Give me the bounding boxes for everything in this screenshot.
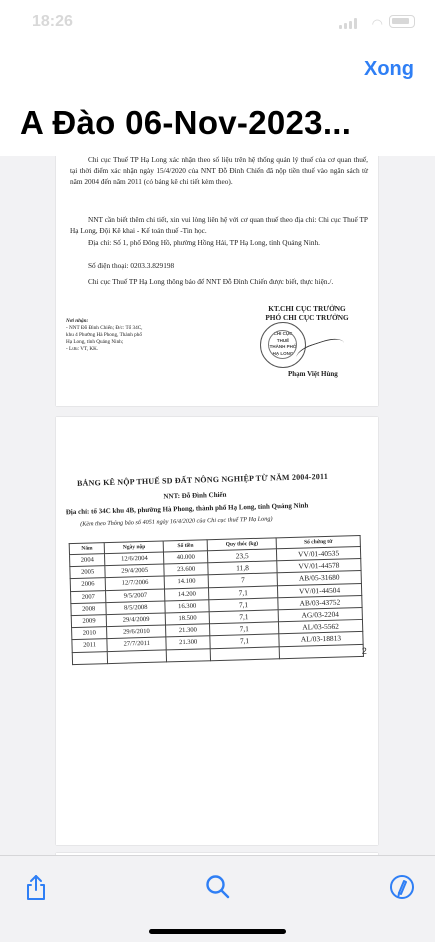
cellular-signal-icon	[339, 18, 357, 29]
table-cell: 2009	[71, 615, 107, 628]
table-cell: 14.200	[165, 587, 209, 600]
recipients-line: - Lưu: VT, KK.	[66, 346, 99, 352]
search-icon[interactable]	[203, 872, 233, 902]
sign-title-2: PHÓ CHI CỤC TRƯỞNG	[265, 313, 349, 322]
stamp-text: CHI CỤC	[273, 331, 293, 336]
table-cell: 23.600	[164, 563, 208, 576]
recipients-line: - NNT Đỗ Đình Chiến; Đ/c: Tổ 34C,	[66, 325, 143, 331]
table-cell: 12/7/2006	[105, 576, 164, 590]
table-header: Số chứng từ	[276, 535, 360, 548]
table-cell: 2005	[70, 566, 106, 579]
stamp-text: THÀNH PHỐ	[269, 344, 297, 349]
table-cell: 8/5/2008	[106, 601, 165, 615]
table-cell: 29/4/2005	[105, 564, 164, 578]
battery-icon	[389, 15, 415, 28]
table-cell: 7,1	[209, 610, 278, 624]
table-cell: 16.300	[165, 599, 209, 612]
table-cell: 11,8	[208, 561, 277, 575]
markup-icon[interactable]	[387, 872, 417, 902]
table-cell: 21.300	[166, 636, 210, 649]
wifi-icon: ◠	[371, 16, 383, 31]
table-cell: 40.000	[164, 551, 208, 564]
table-cell: 2011	[72, 639, 108, 652]
table-cell: 7	[208, 573, 277, 587]
recipients-line: Hạ Long, tỉnh Quảng Ninh;	[66, 339, 124, 345]
table-cell: 7,1	[209, 585, 278, 599]
table-cell: 2010	[72, 627, 108, 640]
table-header: Năm	[69, 543, 105, 555]
document-page-2	[56, 417, 378, 845]
navigation-bar	[0, 44, 435, 156]
table-cell: 7,1	[209, 598, 278, 612]
tax-payment-table	[69, 535, 364, 665]
handwritten-mark: 2	[361, 645, 367, 656]
bottom-toolbar	[0, 855, 435, 942]
table-cell: 14.100	[164, 575, 208, 588]
document-title: A Đào 06-Nov-2023...	[20, 104, 352, 141]
page1-paragraph-1: Chi cục Thuế TP Hạ Long xác nhận theo số liệu trên hệ thống quản lý thuế của cơ quan thuế, tại thời điểm xác nhận ngày 15/4/2020 của NNT Đỗ Đình Chiến đã nộp tiền thuế vào ngân sách từ năm 2004 đến năm 2011 (có bảng kê chi tiết kèm theo).	[70, 156, 368, 187]
table-header: Quy thóc (kg)	[207, 538, 276, 551]
table-header: Số tiền	[163, 540, 207, 552]
table-cell: VV/01-44504	[277, 583, 361, 598]
page1-paragraph-3: Địa chỉ: Số 1, phố Đông Hồ, phường Hồng Hải, TP Hạ Long, tỉnh Quảng Ninh.	[88, 238, 320, 247]
page2-address: Địa chỉ: tổ 34C khu 4B, phường Hà Phong, thành phố Hạ Long, tỉnh Quảng Ninh	[65, 501, 309, 517]
page1-paragraph-4: Số điện thoại: 0203.3.829198	[88, 261, 175, 270]
table-cell: AB/03-43752	[278, 595, 362, 610]
page2-note: (Kèm theo Thông báo số 4051 ngày 16/4/2020 của Chi cục thuế TP Hạ Long)	[80, 515, 273, 528]
table-cell: 18.500	[165, 612, 209, 625]
table-cell: 2007	[71, 590, 107, 603]
document-viewer[interactable]	[0, 156, 435, 855]
table-cell: 2008	[71, 602, 107, 615]
status-bar	[0, 0, 435, 44]
table-cell: VV/01-44578	[277, 559, 361, 574]
table-cell: AB/05-31680	[277, 571, 361, 586]
table-cell: AL/03-18813	[279, 632, 363, 647]
sign-title-1: KT.CHI CỤC TRƯỞNG	[268, 304, 346, 313]
done-button[interactable]: Xong	[364, 58, 414, 80]
table-cell: 29/6/2010	[107, 625, 166, 639]
status-time: 18:26	[32, 13, 73, 30]
share-icon[interactable]	[21, 872, 51, 902]
recipients-block	[66, 318, 174, 353]
table-header: Ngày nộp	[104, 541, 163, 554]
table-cell: AG/03-2204	[278, 607, 362, 622]
stamp-text: HẠ LONG	[272, 351, 294, 356]
table-cell: AL/03-5562	[278, 620, 362, 635]
table-cell: 2004	[70, 554, 106, 567]
table-cell: VV/01-40535	[276, 546, 360, 561]
signer-name: Phạm Việt Hùng	[288, 370, 338, 378]
table-cell: 21.300	[166, 624, 210, 637]
home-indicator	[149, 929, 286, 934]
document-page-1	[56, 156, 378, 406]
page1-paragraph-5: Chi cục Thuế TP Hạ Long thông báo để NNT Đỗ Đình Chiến được biết, thực hiện./.	[88, 277, 334, 286]
table-cell: 2006	[70, 578, 106, 591]
recipients-line: khu 4 Phường Hà Phong, Thành phố	[66, 332, 142, 338]
table-cell: 27/7/2011	[107, 637, 166, 651]
table-cell: 12/6/2004	[105, 552, 164, 566]
page1-paragraph-2: NNT cần biết thêm chi tiết, xin vui lòng liên hệ với cơ quan thuế theo địa chỉ: Chi cục Thuế TP Hạ Long, Đội Kê khai - Kế toán thuế -Tin học.	[70, 215, 368, 236]
table-cell: 9/5/2007	[106, 589, 165, 603]
table-cell: 7,1	[210, 634, 279, 648]
table-cell: 23,5	[208, 549, 277, 563]
page2-taxpayer: NNT: Đỗ Đình Chiến	[163, 490, 227, 501]
recipients-title: Nơi nhận:	[66, 318, 89, 324]
page2-title: BẢNG KÊ NỘP THUẾ SD ĐẤT NÔNG NGHIỆP TỪ NĂM 2004-2011	[76, 471, 329, 488]
stamp-text: THUẾ	[276, 338, 290, 343]
table-cell: 29/4/2009	[106, 613, 165, 627]
table-cell: 7,1	[210, 622, 279, 636]
